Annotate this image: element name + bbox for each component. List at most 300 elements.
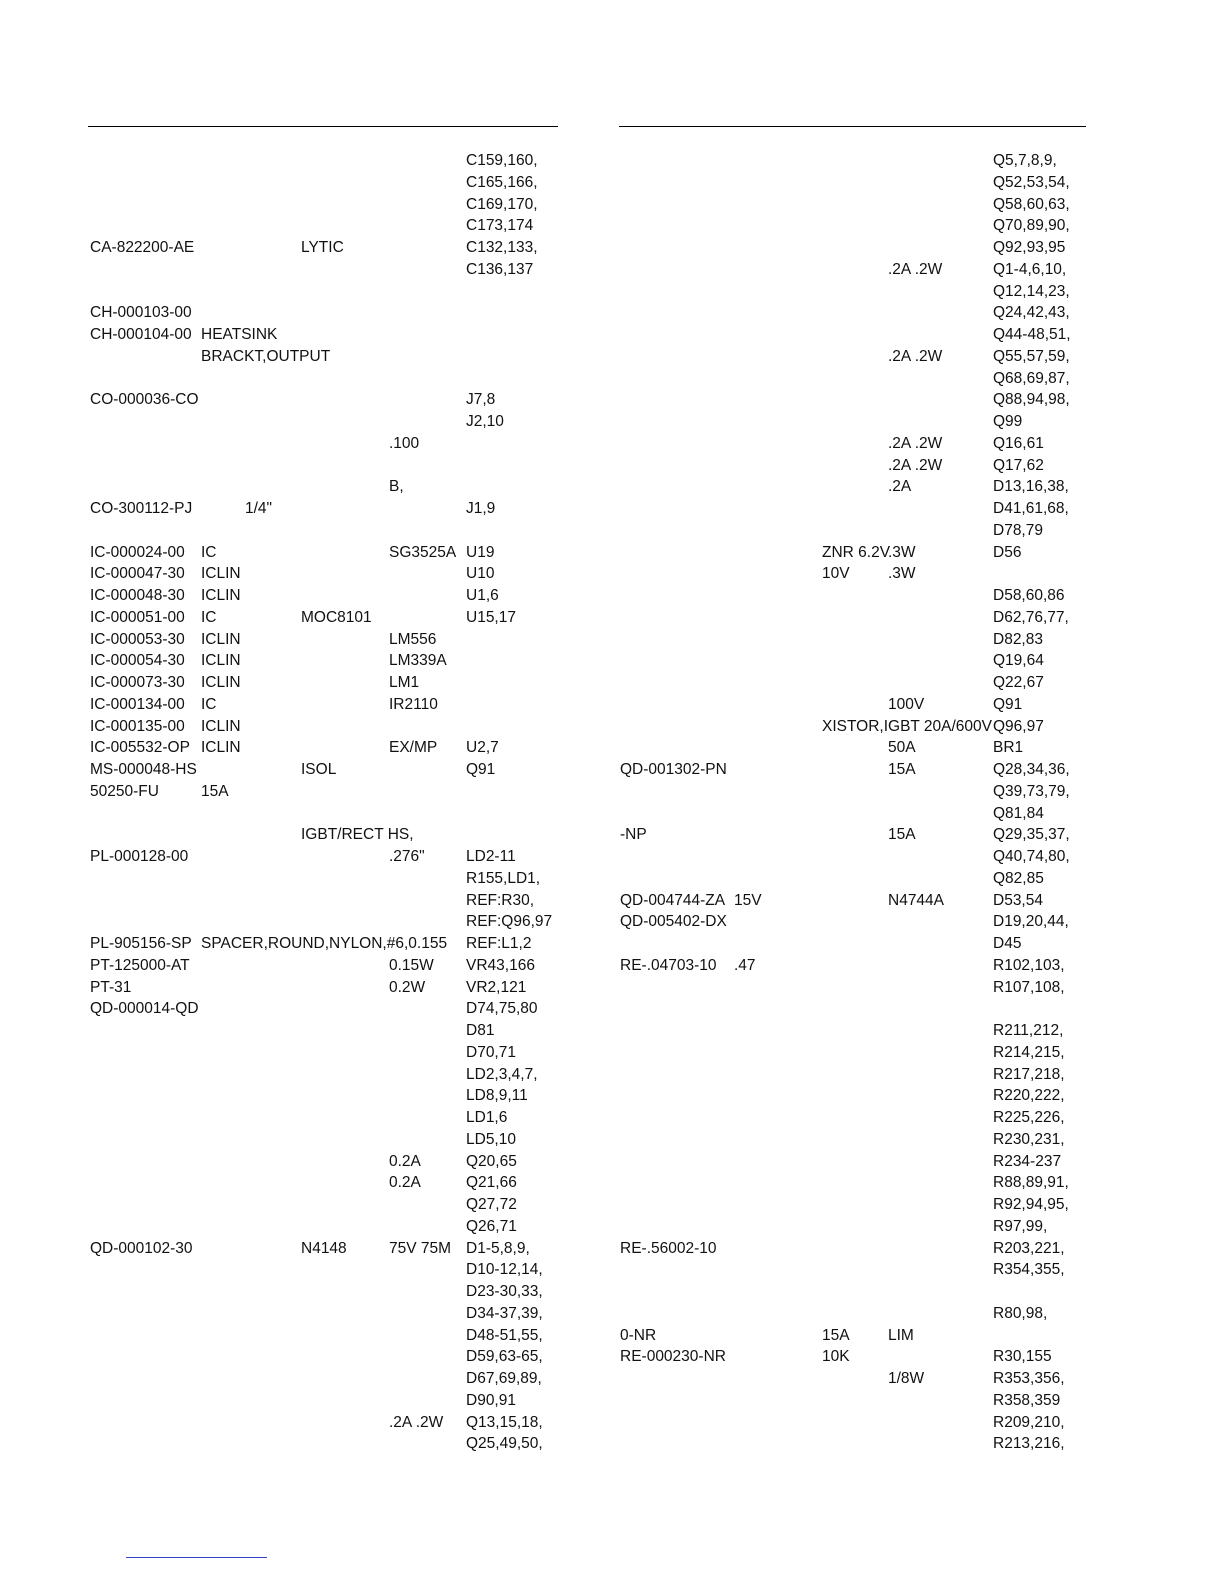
- description-text: .47: [734, 956, 756, 974]
- part-number: IC-000048-30: [90, 587, 185, 604]
- parts-row: [90, 846, 560, 868]
- reference-designator: J1,9: [466, 500, 496, 517]
- parts-row: [90, 433, 560, 455]
- parts-row: [90, 172, 560, 194]
- part-number: QD-005402-DX: [620, 913, 727, 931]
- description-text: LYTIC: [301, 239, 344, 256]
- reference-designator: Q24,42,43,: [993, 304, 1070, 322]
- reference-designator: Q26,71: [466, 1217, 517, 1235]
- part-number: CO-300112-PJ: [90, 500, 193, 517]
- reference-designator: R209,210,: [993, 1413, 1065, 1431]
- parts-row: [90, 1433, 560, 1455]
- reference-designator: D59,63-65,: [466, 1348, 543, 1366]
- parts-row: [620, 1281, 1090, 1303]
- parts-row: [90, 1020, 560, 1042]
- parts-row: [620, 716, 1090, 738]
- part-number: IC-000134-00: [90, 695, 185, 713]
- parts-row: [90, 890, 560, 912]
- reference-designator: D23-30,33,: [466, 1283, 543, 1300]
- parts-row: [620, 433, 1090, 455]
- parts-row: [620, 803, 1090, 825]
- reference-designator: R354,355,: [993, 1261, 1065, 1279]
- parts-row: [620, 520, 1090, 542]
- parts-row: [620, 563, 1090, 585]
- parts-row: [90, 542, 560, 564]
- parts-row: [90, 585, 560, 607]
- reference-designator: Q68,69,87,: [993, 369, 1070, 387]
- part-number: CH-000104-00: [90, 326, 192, 343]
- parts-row: [620, 629, 1090, 651]
- parts-row: [90, 911, 560, 933]
- parts-row: [620, 585, 1090, 607]
- reference-designator: D34-37,39,: [466, 1304, 543, 1322]
- reference-designator: Q27,72: [466, 1196, 517, 1213]
- parts-row: [90, 1259, 560, 1281]
- reference-designator: R234-237: [993, 1152, 1062, 1170]
- reference-designator: D67,69,89,: [466, 1370, 542, 1387]
- description-text: 10V: [822, 565, 850, 583]
- parts-row: [620, 737, 1090, 759]
- parts-row: [620, 911, 1090, 933]
- reference-designator: Q81,84: [993, 804, 1044, 822]
- part-number: PT-31: [90, 978, 132, 996]
- reference-designator: LD1,6: [466, 1109, 508, 1126]
- reference-designator: C169,170,: [466, 195, 538, 213]
- reference-designator: R88,89,91,: [993, 1174, 1069, 1192]
- reference-designator: U19: [466, 543, 495, 561]
- parts-row: [90, 1151, 560, 1173]
- value-text: 100V: [888, 695, 925, 713]
- parts-row: [620, 1325, 1090, 1347]
- reference-designator: Q5,7,8,9,: [993, 152, 1057, 169]
- parts-row: [620, 1020, 1090, 1042]
- description-text: 1/4": [245, 500, 273, 517]
- value-text: 0.15W: [389, 956, 434, 974]
- parts-row: [90, 1390, 560, 1412]
- reference-designator: D48-51,55,: [466, 1326, 543, 1344]
- part-number: IC-000073-30: [90, 674, 185, 691]
- reference-designator: R97,99,: [993, 1217, 1048, 1235]
- parts-row: [620, 1390, 1090, 1412]
- value-text: N4744A: [888, 891, 945, 909]
- value-text: EX/MP: [389, 739, 438, 757]
- reference-designator: D62,76,77,: [993, 608, 1069, 626]
- value-text: .2A .2W: [888, 347, 943, 365]
- description-text: ICLIN: [201, 674, 241, 691]
- parts-row: [620, 955, 1090, 977]
- parts-row: [90, 1346, 560, 1368]
- reference-designator: Q16,61: [993, 434, 1044, 452]
- parts-row: [620, 498, 1090, 520]
- parts-row: [90, 1216, 560, 1238]
- reference-designator: D53,54: [993, 891, 1043, 909]
- part-number: IC-000054-30: [90, 652, 185, 670]
- parts-row: [90, 716, 560, 738]
- value-text: 75V 75M: [389, 1239, 452, 1257]
- parts-row: [620, 172, 1090, 194]
- parts-row: [90, 1194, 560, 1216]
- footer-link-underline[interactable]: [126, 1557, 267, 1558]
- reference-designator: D1-5,8,9,: [466, 1239, 530, 1257]
- reference-designator: D58,60,86: [993, 587, 1065, 604]
- part-number: QD-000014-QD: [90, 1000, 199, 1018]
- parts-row: [90, 563, 560, 585]
- part-number: RE-.56002-10: [620, 1239, 717, 1257]
- description-text: 15V: [734, 891, 762, 909]
- value-text: LIM: [888, 1326, 914, 1344]
- parts-row: [620, 259, 1090, 281]
- parts-row: [620, 1259, 1090, 1281]
- parts-row: [620, 1085, 1090, 1107]
- parts-row: [90, 520, 560, 542]
- part-number: RE-.04703-10: [620, 956, 717, 974]
- reference-designator: R220,222,: [993, 1087, 1065, 1105]
- reference-designator: R358,359: [993, 1391, 1061, 1409]
- parts-row: [90, 650, 560, 672]
- reference-designator: Q25,49,50,: [466, 1435, 543, 1453]
- parts-row: [90, 737, 560, 759]
- parts-row: [620, 1107, 1090, 1129]
- parts-row: [620, 1129, 1090, 1151]
- reference-designator: R230,231,: [993, 1130, 1065, 1148]
- value-text: 0.2W: [389, 978, 426, 996]
- reference-designator: D70,71: [466, 1043, 516, 1061]
- parts-row: [620, 346, 1090, 368]
- description-text: ICLIN: [201, 652, 241, 670]
- reference-designator: R217,218,: [993, 1065, 1065, 1083]
- part-number: PT-125000-AT: [90, 956, 190, 974]
- reference-designator: D19,20,44,: [993, 913, 1069, 931]
- reference-designator: BR1: [993, 739, 1024, 757]
- parts-row: [90, 781, 560, 803]
- parts-row: [620, 1064, 1090, 1086]
- reference-designator: Q91: [993, 695, 1023, 713]
- reference-designator: U2,7: [466, 739, 499, 757]
- part-number: IC-000047-30: [90, 565, 185, 583]
- parts-row: [90, 411, 560, 433]
- part-number: QD-000102-30: [90, 1239, 193, 1257]
- value-text: LM556: [389, 630, 437, 648]
- parts-row: [620, 455, 1090, 477]
- value-text: .2A .2W: [888, 434, 943, 452]
- left-column-header-rule: [88, 126, 558, 127]
- reference-designator: LD2-11: [466, 848, 516, 865]
- parts-row: [620, 933, 1090, 955]
- reference-designator: Q1-4,6,10,: [993, 260, 1067, 278]
- parts-row: [90, 281, 560, 303]
- reference-designator: R155,LD1,: [466, 869, 541, 887]
- parts-row: [620, 542, 1090, 564]
- description-text: 15A: [201, 782, 229, 800]
- parts-row: [90, 237, 560, 259]
- parts-row: [620, 281, 1090, 303]
- reference-designator: R203,221,: [993, 1239, 1065, 1257]
- parts-row: [620, 1412, 1090, 1434]
- part-number: MS-000048-HS: [90, 761, 197, 778]
- reference-designator: R225,226,: [993, 1109, 1065, 1126]
- parts-row: [620, 411, 1090, 433]
- parts-row: [620, 1216, 1090, 1238]
- description-text: ZNR 6.2V: [822, 543, 891, 561]
- description-text: ICLIN: [201, 587, 241, 604]
- part-number: -NP: [620, 826, 647, 844]
- reference-designator: Q12,14,23,: [993, 282, 1070, 300]
- parts-row: [620, 1368, 1090, 1390]
- value-text: B,: [389, 478, 404, 496]
- parts-row: [90, 346, 560, 368]
- parts-row: [90, 498, 560, 520]
- value-text: IR2110: [389, 695, 438, 713]
- reference-designator: D90,91: [466, 1391, 516, 1409]
- reference-designator: U1,6: [466, 587, 499, 604]
- reference-designator: Q82,85: [993, 869, 1044, 887]
- value-text: .276": [389, 848, 425, 865]
- reference-designator: R92,94,95,: [993, 1196, 1069, 1213]
- parts-row: [620, 868, 1090, 890]
- value-text: LM1: [389, 674, 420, 691]
- part-number: CA-822200-AE: [90, 239, 195, 256]
- reference-designator: Q92,93,95: [993, 239, 1066, 256]
- description-text: ICLIN: [201, 717, 241, 735]
- value-text: .3W: [888, 565, 916, 583]
- part-number: PL-000128-00: [90, 848, 189, 865]
- parts-row: [620, 368, 1090, 390]
- parts-row: [620, 324, 1090, 346]
- description-text: 15A: [822, 1326, 850, 1344]
- reference-designator: C165,166,: [466, 173, 538, 191]
- right-parts-column: [620, 150, 1090, 1455]
- value-text: 0.2A: [389, 1174, 421, 1192]
- reference-designator: Q28,34,36,: [993, 761, 1070, 778]
- reference-designator: Q70,89,90,: [993, 217, 1070, 235]
- reference-designator: D10-12,14,: [466, 1261, 543, 1279]
- parts-row: [620, 759, 1090, 781]
- parts-row: [90, 803, 560, 825]
- parts-row: [620, 476, 1090, 498]
- parts-row: [90, 933, 560, 955]
- parts-row: [620, 672, 1090, 694]
- parts-row: [620, 650, 1090, 672]
- part-number: IC-000051-00: [90, 608, 185, 626]
- parts-row: [90, 1042, 560, 1064]
- description-text: ICLIN: [201, 565, 241, 583]
- parts-row: [90, 1412, 560, 1434]
- description-text: MOC8101: [301, 608, 372, 626]
- reference-designator: U10: [466, 565, 495, 583]
- reference-designator: D41,61,68,: [993, 500, 1069, 517]
- part-number: IC-005532-OP: [90, 739, 190, 757]
- reference-designator: LD2,3,4,7,: [466, 1065, 538, 1083]
- reference-designator: C132,133,: [466, 239, 538, 256]
- description-text: IGBT/RECT HS,: [301, 826, 414, 844]
- description-text: SPACER,ROUND,NYLON,#6,0.155: [201, 935, 448, 952]
- parts-row: [90, 1129, 560, 1151]
- parts-row: [620, 1172, 1090, 1194]
- parts-row: [90, 150, 560, 172]
- reference-designator: D82,83: [993, 630, 1043, 648]
- reference-designator: C136,137: [466, 260, 534, 278]
- reference-designator: D81: [466, 1022, 495, 1039]
- parts-row: [90, 977, 560, 999]
- reference-designator: Q44-48,51,: [993, 326, 1071, 343]
- reference-designator: C173,174: [466, 217, 534, 235]
- reference-designator: U15,17: [466, 608, 516, 626]
- reference-designator: LD5,10: [466, 1130, 516, 1148]
- part-number: IC-000135-00: [90, 717, 185, 735]
- part-number: CH-000103-00: [90, 304, 192, 322]
- reference-designator: D13,16,38,: [993, 478, 1069, 496]
- value-text: 15A: [888, 826, 916, 844]
- reference-designator: R80,98,: [993, 1304, 1048, 1322]
- reference-designator: R30,155: [993, 1348, 1052, 1366]
- parts-row: [90, 259, 560, 281]
- parts-row: [90, 1064, 560, 1086]
- reference-designator: J2,10: [466, 413, 504, 430]
- part-number: QD-004744-ZA: [620, 891, 726, 909]
- description-text: IC: [201, 543, 217, 561]
- reference-designator: R211,212,: [993, 1022, 1064, 1039]
- description-text: BRACKT,OUTPUT: [201, 347, 331, 365]
- parts-row: [620, 1303, 1090, 1325]
- reference-designator: REF:L1,2: [466, 935, 532, 952]
- parts-row: [620, 215, 1090, 237]
- reference-designator: Q17,62: [993, 456, 1044, 474]
- reference-designator: D78,79: [993, 521, 1043, 539]
- parts-row: [90, 868, 560, 890]
- part-number: 50250-FU: [90, 782, 159, 800]
- parts-row: [90, 215, 560, 237]
- parts-row: [620, 977, 1090, 999]
- value-text: .2A .2W: [389, 1413, 444, 1431]
- part-number: PL-905156-SP: [90, 935, 192, 952]
- left-parts-column: [90, 150, 560, 1455]
- parts-row: [620, 194, 1090, 216]
- parts-row: [90, 759, 560, 781]
- reference-designator: Q13,15,18,: [466, 1413, 543, 1431]
- reference-designator: VR2,121: [466, 978, 527, 996]
- parts-row: [620, 694, 1090, 716]
- parts-row: [620, 1042, 1090, 1064]
- parts-row: [90, 476, 560, 498]
- reference-designator: R353,356,: [993, 1370, 1065, 1387]
- parts-row: [620, 1151, 1090, 1173]
- parts-row: [90, 607, 560, 629]
- parts-row: [620, 781, 1090, 803]
- parts-row: [90, 1172, 560, 1194]
- parts-row: [620, 1238, 1090, 1260]
- value-text: .2A: [888, 478, 912, 496]
- parts-row: [90, 1303, 560, 1325]
- parts-row: [620, 1346, 1090, 1368]
- parts-row: [90, 1325, 560, 1347]
- reference-designator: J7,8: [466, 391, 496, 409]
- value-text: 15A: [888, 761, 916, 778]
- parts-row: [90, 998, 560, 1020]
- parts-row: [620, 1433, 1090, 1455]
- value-text: .100: [389, 434, 420, 452]
- reference-designator: Q99: [993, 413, 1023, 430]
- reference-designator: Q39,73,79,: [993, 782, 1070, 800]
- reference-designator: Q21,66: [466, 1174, 517, 1192]
- description-text: 10K: [822, 1348, 850, 1366]
- description-text: IC: [201, 608, 217, 626]
- parts-row: [620, 389, 1090, 411]
- parts-row: [90, 824, 560, 846]
- reference-designator: D74,75,80: [466, 1000, 538, 1018]
- parts-row: [90, 1085, 560, 1107]
- value-text: LM339A: [389, 652, 447, 670]
- description-text: N4148: [301, 1239, 347, 1257]
- parts-row: [90, 324, 560, 346]
- parts-row: [620, 302, 1090, 324]
- reference-designator: REF:Q96,97: [466, 913, 553, 931]
- description-text: ICLIN: [201, 739, 241, 757]
- reference-designator: Q19,64: [993, 652, 1044, 670]
- reference-designator: R214,215,: [993, 1043, 1065, 1061]
- reference-designator: Q58,60,63,: [993, 195, 1070, 213]
- parts-row: [90, 955, 560, 977]
- parts-row: [620, 150, 1090, 172]
- part-number: QD-001302-PN: [620, 761, 727, 778]
- parts-row: [90, 672, 560, 694]
- parts-row: [90, 1281, 560, 1303]
- parts-row: [90, 368, 560, 390]
- reference-designator: Q88,94,98,: [993, 391, 1070, 409]
- parts-row: [90, 302, 560, 324]
- value-text: .2A .2W: [888, 260, 943, 278]
- reference-designator: R107,108,: [993, 978, 1065, 996]
- part-number: RE-000230-NR: [620, 1348, 726, 1366]
- description-text: HEATSINK: [201, 326, 278, 343]
- reference-designator: Q55,57,59,: [993, 347, 1070, 365]
- description-text: IC: [201, 695, 217, 713]
- part-number: 0-NR: [620, 1326, 657, 1344]
- parts-row: [620, 237, 1090, 259]
- description-text: XISTOR,IGBT 20A/600V: [822, 717, 993, 735]
- reference-designator: REF:R30,: [466, 891, 535, 909]
- parts-row: [90, 694, 560, 716]
- parts-row: [620, 824, 1090, 846]
- reference-designator: Q52,53,54,: [993, 173, 1070, 191]
- parts-row: [90, 194, 560, 216]
- part-number: CO-000036-CO: [90, 391, 199, 409]
- value-text: 0.2A: [389, 1152, 421, 1170]
- reference-designator: Q96,97: [993, 717, 1044, 735]
- parts-row: [620, 890, 1090, 912]
- value-text: SG3525A: [389, 543, 457, 561]
- value-text: .2A .2W: [888, 456, 943, 474]
- part-number: IC-000024-00: [90, 543, 185, 561]
- parts-row: [90, 455, 560, 477]
- reference-designator: Q29,35,37,: [993, 826, 1070, 844]
- reference-designator: LD8,9,11: [466, 1087, 528, 1105]
- reference-designator: D45: [993, 935, 1022, 952]
- reference-designator: R102,103,: [993, 956, 1065, 974]
- parts-row: [90, 389, 560, 411]
- parts-row: [90, 629, 560, 651]
- parts-row: [620, 607, 1090, 629]
- description-text: ISOL: [301, 761, 337, 778]
- reference-designator: VR43,166: [466, 956, 535, 974]
- reference-designator: D56: [993, 543, 1022, 561]
- reference-designator: C159,160,: [466, 152, 538, 169]
- reference-designator: Q20,65: [466, 1152, 517, 1170]
- part-number: IC-000053-30: [90, 630, 185, 648]
- value-text: 50A: [888, 739, 916, 757]
- value-text: 1/8W: [888, 1370, 925, 1387]
- parts-row: [90, 1368, 560, 1390]
- value-text: .3W: [888, 543, 916, 561]
